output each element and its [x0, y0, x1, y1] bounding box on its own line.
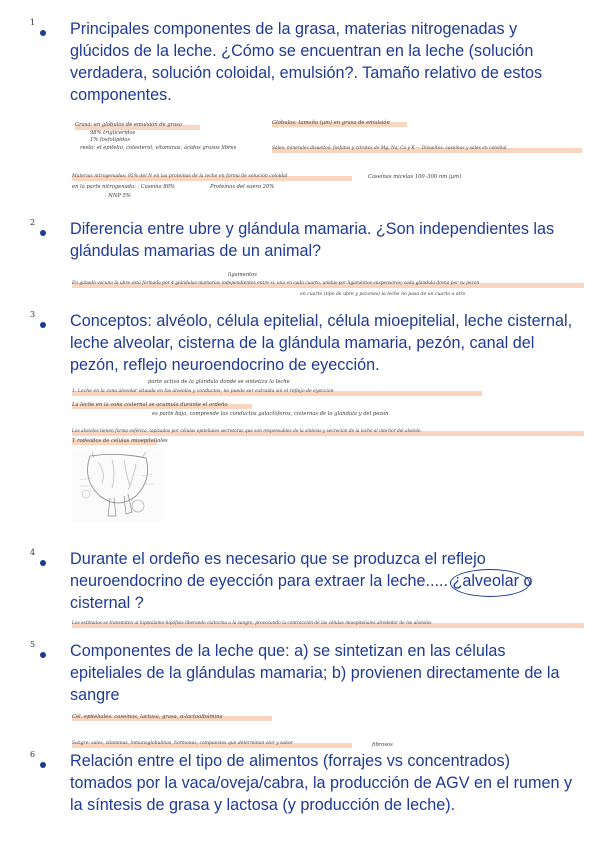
note: Los estímulos se transmiten al hipotálamo-hipófisis liberando oxitocina a la sangre, provocando la contracción de las células mioepiteliales alrededor de los alvéolos — [72, 621, 432, 626]
note: Grasa: en glóbulos de emulsión de grasa — [75, 122, 182, 128]
bullet-icon — [40, 322, 46, 328]
note: 98% triglicéridos — [90, 130, 136, 136]
question-number: 2 — [30, 218, 36, 227]
note: fibrosos — [372, 742, 393, 748]
note: En ganado vacuno la ubre está formada por 4 glándulas mamarias independientes entre sí, una en cada cuarto, unidas por ligamentos suspensores; cada glándula drena por su pezón — [72, 281, 480, 286]
question-number: 3 — [30, 310, 36, 319]
note: 1: Leche en la zona alveolar situada en los alvéolos y conductos, no puede ser extraída sin el reflejo de eyección — [72, 389, 334, 394]
bullet-icon — [40, 30, 46, 36]
question-text: Componentes de la leche que: a) se sintetizan en las células epiteliales de la glándulas mamaria; b) provienen directamente de la sangre — [70, 642, 560, 704]
bullet-icon — [40, 652, 46, 658]
note: Caseínas micelas 100–300 nm (µm) — [368, 174, 462, 180]
question-text: Diferencia entre ubre y glándula mamaria. ¿Son independientes las glándulas mamarias de un animal? — [70, 220, 555, 260]
note: resto: el epitelio, colesterol, vitaminas, ácidos grasos libres — [80, 145, 237, 151]
question-text: Principales componentes de la grasa, materias nitrogenadas y glúcidos de la leche. ¿Cómo se encuentran en la leche (solución verdadera, solución coloidal, emulsión?. Tamaño relativo de estos componentes. — [70, 20, 543, 104]
question-text: Durante el ordeño es necesario que se produzca el reflejo neuroendocrino de eyección para extraer la leche..... ¿alveolar o cisternal ? — [70, 550, 533, 612]
note: ligamentos — [228, 272, 257, 278]
bullet-icon — [40, 762, 46, 768]
udder-diagram-icon — [72, 450, 164, 522]
bullet-icon — [40, 560, 46, 566]
note: La leche en la zona cisternal se acumula durante el ordeño — [72, 402, 228, 408]
question-text: Conceptos: alvéolo, célula epitelial, célula mioepitelial, leche cisternal, leche alveolar, cisterna de la glándula mamaria, pezón, canal del pezón, reflejo neuroendocrino de eyección. — [70, 312, 573, 374]
note: Proteínas del suero 20% — [210, 184, 275, 190]
note: Sales: minerales disueltos: fosfatos y citratos de Mg, Na, Ca y K — Disueltos: caseínas y sales en coloidal — [272, 146, 507, 151]
note: Glóbulos: tamaño (µm) en grasa de emulsión — [272, 120, 390, 126]
note: · NNP 5% — [105, 193, 131, 199]
note: en cuarto (tipo de ubre y pezones) la leche no pasa de un cuarto a otro — [300, 292, 466, 297]
note: Sangre: sales, vitaminas, inmunoglobulinas, hormonas, compuestos que determinan olor y sabor — [72, 741, 293, 746]
note: 1% fosfolípidos — [90, 137, 131, 143]
question-number: 6 — [30, 750, 36, 759]
question-number: 4 — [30, 548, 36, 557]
question-number: 5 — [30, 640, 36, 649]
note: Materias nitrogenadas: 95% del N en las proteínas de la leche en forma de solución coloidal — [72, 174, 288, 179]
circled-answer-mark — [450, 569, 530, 597]
note: parte activa de la glándula donde se sintetiza la leche — [148, 379, 290, 385]
question-number: 1 — [30, 18, 36, 27]
note: es parte baja, comprende los conductos galactóforos, cisternas de la glándula y del pezón — [152, 411, 389, 417]
note: en la parte nitrogenada: · Caseína 80% — [72, 184, 175, 190]
bullet-icon — [40, 230, 46, 236]
note: Y rodeados de células mioepiteliales — [72, 438, 168, 444]
note: Los alvéolos tienen forma esférica, tapizados por células epiteliales secretoras que son responsables de la síntesis y secreción de la leche al interior del alvéolo — [72, 429, 421, 434]
note: Cél. epiteliales: caseínas, lactosa, grasa, α-lactoalbúmina — [72, 714, 223, 720]
question-text: Relación entre el tipo de alimentos (forrajes vs concentrados) tomados por la vaca/oveja/cabra, la producción de AGV en el rumen y la síntesis de grasa y lactosa (y producción de leche). — [70, 752, 573, 814]
